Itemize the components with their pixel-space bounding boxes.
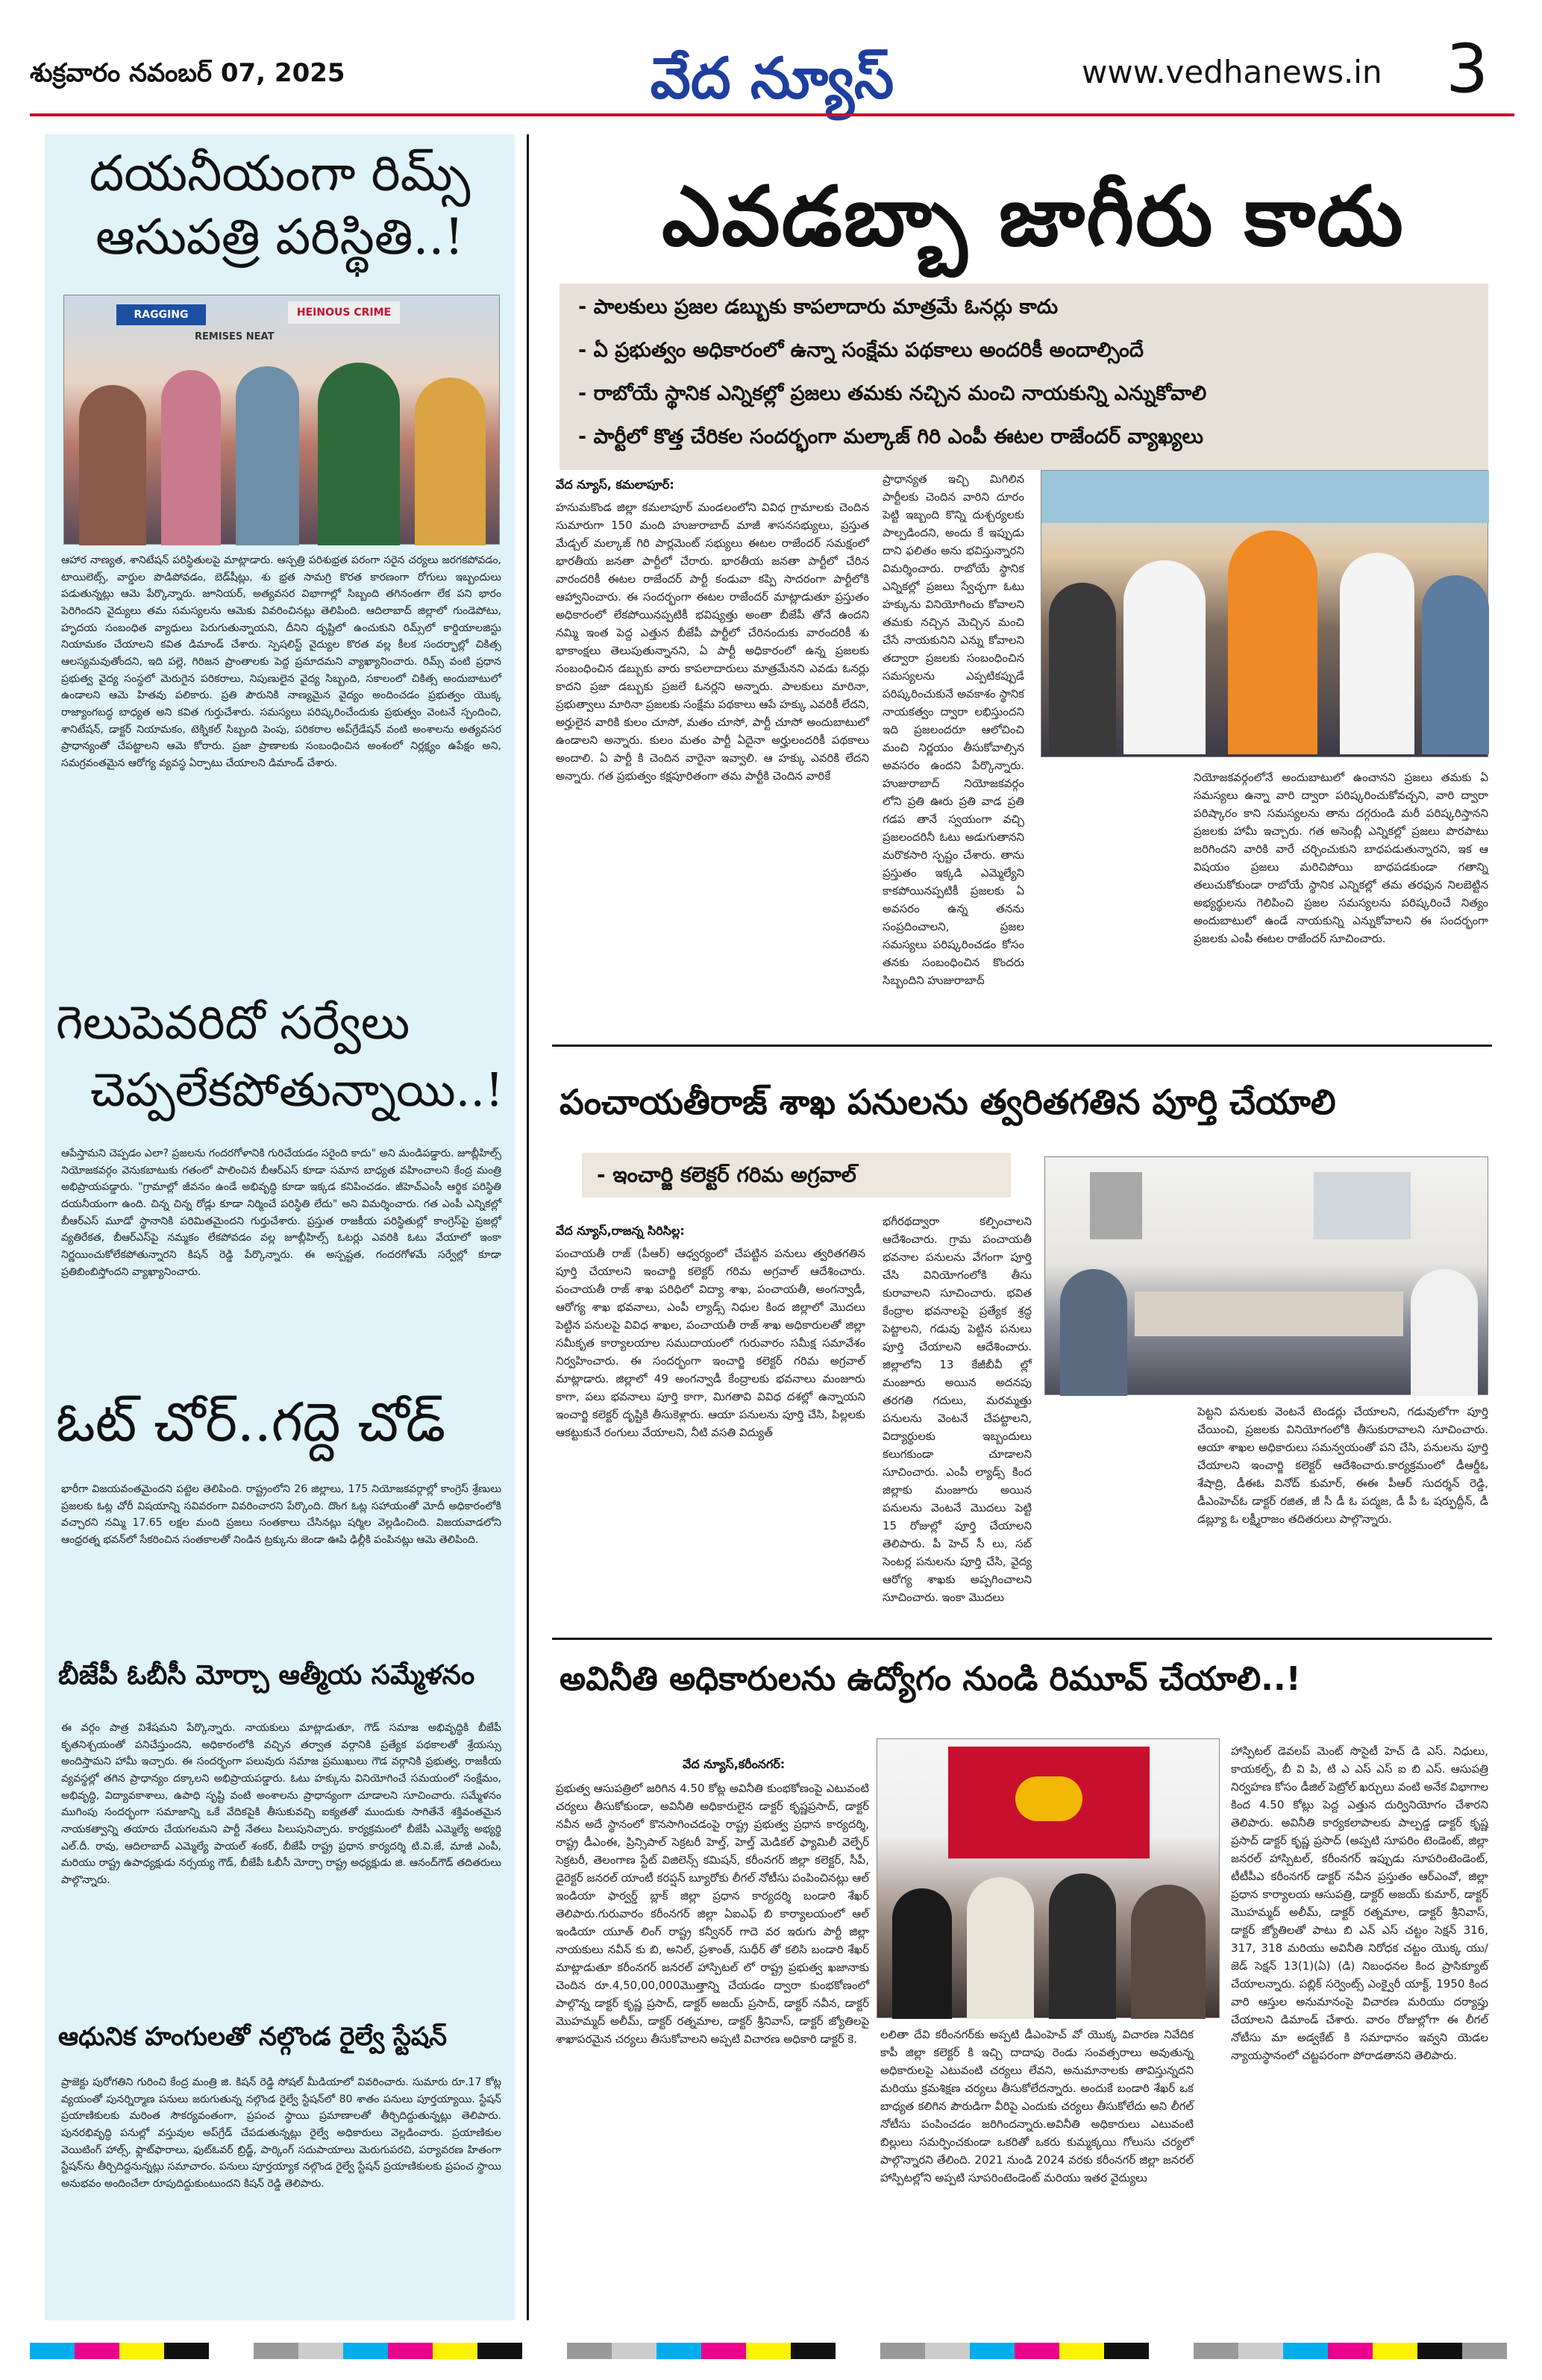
rims-headline-line2: ఆసుపత్రి పరిస్థితి..!: [95, 208, 464, 266]
lead-column-2-continued: [883, 761, 1181, 1030]
panchayat-column-1: పంచాయతీ రాజ్ (పీఆర్) ఆధ్వర్యంలో చేపట్టిన పనులు త్వరితగతిన పూర్తి చేయాలని ఇంచార్జి కలెక్టర్ గరిమ అగ్రవాల్ ఆదేశించారు. పంచాయతీ రాజ్ శాఖ పరిధిలో విద్యా శాఖ, పంచాయతీ, అంగన్వాడీ, ఆరోగ్య శాఖ భవనాలు, ఎంపీ ల్యాడ్స్ నిధుల కింద జిల్లాలో మొదలు పెట్టిన పనులపై వివిధ శాఖల, పంచాయతీ రాజ్ శాఖ అధికారులతో జిల్లా సమీకృత కార్యాలయాల సముదాయంలో గురువారం సమీక్ష సమావేశం నిర్వహించారు. ఈ సందర్భంగా ఇంచార్జి కలెక్టర్ గరిమ అగ్రవాల్ మాట్లాడారు. జిల్లాలో 49 అంగన్వాడీ కేంద్రాలకు భవనాలు మంజూరు కాగా, పలు భవనాలు పూర్తి కాగా, మిగతావి వివిధ దశల్లో ఉన్నాయని ఇంచార్జి కలెక్టర్ దృష్టికి తీసుకెళ్లారు. ఆయా పనులను పూర్తి చేసి, పిల్లలకు ఆకట్టుకునే రంగులు వేయాలని, నీటి వసతి విద్యుత్: [556, 1247, 865, 1439]
surveys-headline-line1: గెలుపెవరిదో సర్వేలు: [56, 995, 410, 1050]
newspaper-logo: వేద న్యూస్: [650, 45, 894, 111]
person-shape: [1049, 583, 1116, 754]
lead-column-2: ప్రాధాన్యత ఇచ్చి మిగిలిన పార్టీలకు చెందిన వారిని దూరం పెట్టి ఇబ్బంది కొన్ని దుశ్చర్యలకు పాల్పడిందని, అందు కే ఇప్పుడు దాని ఫలితం అను భవిస్తున్నారని విమర్శించారు. రాబోయే స్థానిక ఎన్నికల్లో ప్రజలు స్వేచ్ఛగా ఓటు హక్కును వినియోగించు కోవాలని తమకు నచ్చిన మెచ్చిన మంచి చేసే నాయకునిని ఎన్ను కోవాలని తద్వారా ప్రజలకు సంబంధించిన సమస్యలను ఎప్పటికప్పుడే పరిష్కరించుకునే అవకాశం స్థానిక నాయకత్వం ద్వారా లభిస్తుందని ఇది ప్రజలందరూ ఆలోచించి మంచి నిర్ణయం తీసుకోవాల్సిన అవసరం ఉందని పేర్కొన్నారు. హుజురాబాద్ నియోజకవర్గం లోని ప్రతి ఊరు ప్రతి వాడ ప్రతి గడప తానే స్వయంగా వచ్చి ప్రజలందరినీ ఓటు అడుగుతానని మరొకసారి స్పష్టం చేశారు. తాను ప్రస్తుతం ఇక్కడి ఎమ్మెల్యేని కాకపోయినప్పటికీ ప్రజలకు ఏ అవసరం ఉన్న తనను సంప్రదించాలని, ప్రజల సమస్యలు పరిష్కరించడం కోసం తనకు సంబంధించిన కొందరు సిబ్బందిని హుజురాబాద్: [883, 472, 1024, 987]
panchayat-column-3: పెట్టని పనులకు వెంటనే టెండర్లు చేయాలని, గడువులోగా పూర్తి చేయించి, ప్రజలకు వినియోగంలోకి తీసుకురావాలని సూచించారు. ఆయా శాఖల అధికారులు సమన్వయంతో పని చేసి, పనులను పూర్తి చేయాలని ఇంచార్జి కలెక్టర్ ఆదేశించారు.కార్యక్రమంలో డీఆర్డీఓ శేషాద్రి, డీఈఓ వినోద్ కుమార్, ఈఈ పీఆర్ సుదర్శన్ రెడ్డి, డీఎంహెచ్ఓ డాక్టర్ రజిత, జీ సీ డీ ఓ పద్మజ, డీ పీ ఓ షర్ఫుద్దీన్, డీ డబ్ల్యూ ఓ లక్ష్మీరాజం తదితరులు పాల్గొన్నారు.: [1197, 1405, 1488, 1526]
corruption-headline: అవినీతి అధికారులను ఉద్యోగం నుండి రిమూవ్ చేయాలి..!: [560, 1660, 1301, 1698]
premises-wall-text: REMISES NEAT: [195, 331, 275, 342]
person-shape: [318, 363, 400, 545]
lead-photo: [1041, 470, 1488, 757]
column-separator: [527, 134, 529, 2320]
rims-body: ఆహార నాణ్యత, శానిటేషన్ పరిస్థితులపై మాట్లాడారు. ఆస్పత్రి పరిశుభ్రత పరంగా సరైన చర్యలు జరగకపోవడం, టాయిలెట్స్, వార్డుల పొడిపోవడం, బెడ్‌షీట్లు, శు భ్రత సామగ్రి కొరత కారణంగా రోగులు ఇబ్బందులు పడుతున్నట్లు ఆమె పేర్కొన్నారు. జూనియర్, అత్యవసర విభాగాల్లో సిబ్బంది తగినంతగా లేక పని భారం పెరిగిందని వైద్యులు తమ సమస్యలను ఆమెకు వివరించినట్లు తెలిపింది. ఆదిలాబాద్ జిల్లాలో గుండెపోటు, హృదయ సంబంధిత వ్యాధులు పెరుగుతున్నాయని, దీనిని దృష్టిలో ఉంచుకుని రిమ్స్‌లో కార్డియాలజిస్టు నియామకం చేయాలని కవిత డిమాండ్ చేశారు. స్పెషలిస్ట్ వైద్యుల కొరత వల్ల కీలక సందర్భాల్లో చికిత్స ఆలస్యమవుతోందని, ఇది పల్లె, గిరిజన ప్రాంతాలకు పెద్ద ప్రమాదమని వ్యాఖ్యానించారు. రిమ్స్ వంటి ప్రధాన ప్రభుత్వ వైద్య సంస్థలో మెరుగైన పరికరాలు, నిపుణులైన వైద్య సిబ్బంది, సకాలంలో చికిత్స అందుబాటులో ఉండాలని ఆమె హితవు పలికారు. ప్రతి పౌరునికి నాణ్యమైన వైద్యం అందించడం ప్రభుత్వం యొక్క రాజ్యాంగబద్ధ బాధ్యత అని కవిత గుర్తుచేశారు. సమస్యలు పరిష్కరించేందుకు ప్రభుత్వం వెంటనే స్పందించి, శానిటేషన్, డాక్టర్ నియామకం, టెక్నికల్ సిబ్బంది పెంపు, పరికరాల అప్‌గ్రేడేషన్ వంటి అంశాలను అత్యవసర ప్రాధాన్యంతో చేపట్టాలని ఆమె కోరారు. ప్రజా ప్రాణాలకు సంబంధించిన అంశంలో నిర్లక్ష్యం ఉపేక్షం అని, సమగ్రవంతమైన ఆరోగ్య వ్యవస్థ ఏర్పాటు చేయాలని డిమాండ్ చేశారు.: [61, 554, 501, 770]
railway-headline: ఆధునిక హంగులతో నల్గొండ రైల్వే స్టేషన్: [58, 2022, 447, 2052]
panchayat-column-2: భగీరథద్వారా కల్పించాలని ఆదేశించారు. గ్రామ పంచాయతీ భవనాల పనులను వేగంగా పూర్తి చేసి వినియోగంలోకి తీసు కురావాలని సూచించారు. భవిత కేంద్రాల భవనాలపై ప్రత్యేక శ్రద్ధ పెట్టాలని, గడువు పెట్టిన పనులు పూర్తి చేయాలని ఆదేశించారు. జిల్లాలోని 13 కేజీబీవీ ల్లో మంజూరు అయిన అదనపు తరగతి గదులు, మరమ్మత్తు పనులను వెంటనే చేపట్టాలని, విద్యార్థులకు ఇబ్బందులు కలుగకుండా చూడాలని సూచించారు. ఎంపీ ల్యాడ్స్ కింద జిల్లాకు మంజూరు అయిన పనులను వెంటనే మొదలు పెట్టి 15 రోజుల్లో పూర్తి చేయాలని తెలిపారు. పీ హెచ్ సీ లు, సబ్ సెంటర్ల పనులను పూర్తి చేసి, వైద్య ఆరోగ్య శాఖకు అప్పగించాలని సూచించారు. ఇంకా మొదలు: [883, 1215, 1032, 1604]
wall-frame-shape: [1090, 1172, 1142, 1239]
lead-bullet-2: - ఏ ప్రభుత్వం అధికారంలో ఉన్నా సంక్షేమ పథకాలు అందరికీ అందాల్సిందే: [578, 339, 1144, 362]
panchayat-photo: [1044, 1156, 1488, 1395]
person-shape: [1049, 1873, 1116, 2019]
color-registration-strip: [30, 2343, 1514, 2359]
surveys-headline-line2: చెప్పలేకపోతున్నాయి..!: [90, 1062, 504, 1117]
bjp-obc-body: ఈ వర్గం పాత్ర విశేషమని పేర్కొన్నారు. నాయకులు మాట్లాడుతూ, గౌడ్ సమాజ అభివృద్ధికి బీజేపీ కృతనిశ్చయంతో పనిచేస్తుందని, అధికారంలోకి వచ్చిన తర్వాత వర్గానికి ప్రత్యేక పథకాలతో శ్రేయస్సు అందిస్తామని హామీ ఇచ్చారు. ఈ సందర్భంగా పలువురు సమాజ ప్రముఖులు గౌడ వర్గానికి ప్రభుత్వ, రాజకీయ వ్యవస్థల్లో తగిన ప్రాధాన్యం దక్కాలని అభిప్రాయపడ్డారు. ఓటు హక్కును వినియోగించే సమయంలో సంక్షేమం, అభివృద్ధి, విద్యావకాశాలు, ఉపాధి సృష్టి వంటి అంశాలను ప్రాధాన్యంగా చూడాలని సూచించారు. సమ్మేళనం ముగింపు సందర్భంగా సమాజాన్ని ఒకే వేదికపైకి తీసుకువచ్చి ఐక్యతతో ముందుకు సాగితేనే శక్తివంతమైన నాయకత్వాన్ని తయారు చేయగలమని పార్టీ నేతలు పిలుపునిచ్చారు. కార్యక్రమంలో బీజేపీ ఎమ్మెల్యే అభ్యర్థి ఎల్.దీ. రావు, ఆదిలాబాద్ ఎమ్మెల్యే పాయల్ శంకర్, బీజేపీ రాష్ట్ర ప్రధాన కార్యదర్శి టి.వి.జే, మాజీ ఎంపీ, మరియు రాష్ట్ర ఉపాధ్యక్షుడు నర్సయ్య గౌడ్, బీజేపీ ఓబీసీ మోర్చా రాష్ట్ర అధ్యక్షుడు జి. ఆనంద్‌గౌడ్ తదితరులు పాల్గొన్నారు.: [61, 1722, 501, 1887]
rims-headline-line1: దయనీయంగా రిమ్స్: [89, 145, 471, 202]
person-shape: [415, 378, 486, 545]
section-rule: [552, 1045, 1492, 1047]
corruption-column-2: లలితా దేవి కరీంనగర్‌కు అప్పటి డీఎంహెచ్ వో యొక్క విచారణ నివేదిక కాపీ జిల్లా కలెక్టర్ కి ఇచ్చి దాదాపు రెండు సంవత్సరాలు అవుతున్న అధికారులపై ఎటువంటి చర్యలు లేవని, అనుమానాలకు తావిస్తున్నదని మరియు క్రమశిక్షణ చర్యలు తీసుకోలేదన్నారు. అందుకే బండారి శేఖర్ ఒక బాధ్యత కలిగిన పౌరుడిగా వీరిపై ఎందుకు చర్యలు తీసుకోలేదు అని లీగల్ నోటీసు పంపించడం జరిగిందన్నారు.అవినీతి అధికారులు ఎటువంటి బిల్లులు సమర్పించకుండా ఒకరితో ఒకరు కుమ్మక్కయి గోలుసు చర్యలో పాల్గొన్నారని తేలింది. 2021 నుండి 2024 వరకు కరీంనగర్ జిల్లా జనరల్ హాస్పిటల్లోని అప్పటి సూపరింటెండెంట్ మరియు ఇతర వైద్యులు: [880, 2028, 1194, 2185]
vote-chor-headline: ఓట్ చోర్..గద్దె చోడ్: [56, 1391, 446, 1453]
lead-dateline: వేద న్యూస్, కమలాపూర్:: [556, 477, 674, 492]
lead-headline: ఎవడబ్బా జాగీరు కాదు: [662, 168, 1405, 264]
person-shape: [1131, 1885, 1206, 2019]
panchayat-column-2-continued: [883, 1399, 1181, 1630]
person-shape: [1060, 1269, 1127, 1396]
tent-roof-shape: [1041, 471, 1489, 523]
lead-column-1: హనుమకొండ జిల్లా కమలాపూర్ మండలంలోని వివిధ గ్రామాలకు చెందిన సుమారుగా 150 మంది హుజురాబాద్ మాజీ శాసనసభ్యులు, ప్రస్తుత మేడ్చల్ మల్కాజ్ గిరి పార్లమెంట్ సభ్యులు ఈటల రాజేందర్ సమక్షంలో భారతీయ జనతా పార్టీలో చేరారు. భారతీయ జనతా పార్టీలో చేరిన వారందరికీ ఈటల రాజేందర్ పార్టీ కండువా కప్పి సాదరంగా పార్టీలోకి ఆహ్వానించారు. ఈ సందర్భంగా ఈటల రాజేందర్ మాట్లాడుతూ ప్రస్తుతం అధికారంలో లేకపోయినప్పటికీ భవిష్యత్తు అంతా బీజేపీ తోనే ఉందని నమ్మి ఇంత పెద్ద ఎత్తున బీజేపీ పార్టీలో చేరినందుకు వారందరికీ శు భాకాంక్షలు తెలుపుతున్నానని, ఏ పార్టీ అధికారంలో ఉన్న ప్రజలకు సంబంధించిన డబ్బుకు వారు కాపలాదారులు మాత్రమేనని ఎవడు ఓనర్లు కాదని ప్రజా డబ్బుకు ప్రజలే ఓనర్లని అన్నారు. పాలకులు మారినా, ప్రభుత్వాలు మారినా ప్రజలకు సంక్షేమ పథకాలు ఆపే హక్కు ఎవరికీ లేదని, అర్హులైన వారికి కులం చూసో, మతం చూసో, పార్టీ చూసో అందుబాటులో ఉండాలని అన్నారు. కులం మతం పార్టీ ఏదైనా అర్హులందరికీ పథకాలు అందాలి. ఏ పార్టీ కి చెందిన వారైనా ఇవ్వాలి. ఆ హక్కు ఎవరికి లేదని అన్నారు. గత ప్రభుత్వం కక్షపూరితంగా తమ పార్టీకి చెందిన వారికే: [556, 501, 869, 783]
person-shape: [1123, 560, 1206, 754]
lead-column-3: నియోజకవర్గంలోనే అందుబాటులో ఉంచానని ప్రజలు తమకు ఏ సమస్యలు ఉన్నా వారి ద్వారా పరిష్కరించుకోవచ్చని, వారి ద్వారా పరిష్కారం కాని సమస్యలను తాను దగ్గరుండి మరీ పరిష్కరిస్తానని ప్రజలకు హామీ ఇచ్చారు. గత అసెంబ్లీ ఎన్నికల్లో ప్రజలు పొరపాటు జరిగిందని వారికి వారే చర్చించుకుని బాధపడుతున్నారని, ఇక ఆ విషయం ప్రజలు మరిచిపోయి బాధపడకుండా గతాన్ని తలుచుకోకుండా రాబోయే స్థానిక ఎన్నికల్లో తమ తరఫున నిలబెట్టిన అభ్యర్థులను గెలిపించి ప్రజల సమస్యలను పరిష్కరించే నిత్యం అందుబాటులో ఉండే నాయకున్ని ఎన్నుకోవాలని ఈ సందర్భంగా ప్రజలకు ఎంపీ ఈటల రాజేందర్ సూచించారు.: [1194, 771, 1488, 945]
corruption-column-3: హాస్పిటల్ డెవలప్ మెంట్ సొసైటీ హెచ్ డి ఎస్. నిధులు, కాయకల్ప్, బీ వి పి, టి ఎ ఎస్ ఎస్ ఐ బి ఎస్. ఆసుపత్రి నిర్వహణ కోసం డీజిల్ పెట్రోల్ ఖర్చులు వంటి అనేక విభాగాల కింద 4.50 కోట్లు పెద్ద ఎత్తున దుర్వినియోగం చేశారని తెలిపారు. అవినీతి కార్యకలాపాలకు పాల్పడ్డ డాక్టర్ కృష్ణ ప్రసాద్ డాక్టర్ కృష్ణ ప్రసాద్ (అప్పటి సూపరిం టెండెంట్, జిల్లా జనరల్ హాస్పిటల్, కరీంనగర్ ఇప్పుడు సూపరింటెండెంట్, టీటీపీఎ కరీంనగర్ డాక్టర్ నవీన ప్రస్తుతం ఆర్ఎంవో, జిల్లా ప్రధాన కార్యాలయ ఆసుపత్రి, డాక్టర్ అజయ్ కుమార్, డాక్టర్ మొహమ్మద్ అలీమ్, డాక్టర్ రత్నమాల, డాక్టర్ శ్రీనివాస్, డాక్టర్ జ్యోతిలతో పాటు బి ఎన్ ఎస్ చట్టం సెక్షన్ 316, 317, 318 మరియు అవినీతి నిరోధక చట్టం యొక్క యు/జెడ్ సెక్షన్ 13(1)(ఏ) (డి) నిబంధనల కింద ప్రాసిక్యూట్ చేయాలన్నారు. పబ్లిక్ సర్వెంట్స్ ఎంక్వైరీ యాక్ట్, 1950 కింద వారి ఆస్తుల అనుమానంపై విచారణ మరియు దర్యాప్తు చేయాలని డిమాండ్ చేశారు. వారం రోజుల్లోగా ఈ లీగల్ నోటీసు మా అడ్వకేట్ కి సమాధానం ఇవ్వని యెడల న్యాయస్థానంలో చట్టపరంగా పోరాడతానని తెలిపారు.: [1231, 1744, 1488, 2062]
person-shape: [1422, 575, 1489, 754]
bjp-obc-headline: బీజేపీ ఓబీసీ మోర్చా ఆత్మీయ సమ్మేళనం: [58, 1660, 475, 1691]
section-rule: [552, 1638, 1492, 1640]
panchayat-subhead: - ఇంచార్జి కలెక్టర్ గరిమ అగ్రవాల్: [597, 1162, 856, 1187]
issue-date: శుక్రవారం నవంబర్ 07, 2025: [30, 58, 345, 88]
panchayat-headline: పంచాయతీరాజ్ శాఖ పనులను త్వరితగతిన పూర్తి చేయాలి: [560, 1082, 1336, 1122]
masthead-rule: [30, 113, 1514, 116]
heinous-crime-sign: HEINOUS CRIME: [288, 301, 400, 324]
lead-bullet-3: - రాబోయే స్థానిక ఎన్నికల్లో ప్రజలు తమకు నచ్చిన మంచి నాయకున్ని ఎన్నుకోవాలి: [578, 382, 1207, 405]
person-shape: [161, 370, 221, 545]
page-number: 3: [1446, 30, 1489, 108]
ragging-banner: RAGGING: [116, 304, 206, 325]
person-shape: [79, 385, 146, 545]
railway-body: ప్రాజెక్టు పురోగతిని గురించి కేంద్ర మంత్రి జి. కిషన్ రెడ్డి సోషల్ మీడియాలో వివరించారు. సుమారు రూ.17 కోట్ల వ్యయంతో పునర్నిర్మాణ పనులు జరుగుతున్న నల్గొండ రైల్వే స్టేషన్‌లో 80 శాతం పనులు పూర్తయ్యాయి. స్టేషన్ ప్రయాణికులకు మరింత సౌకర్యవంతంగా, ప్రపంచ స్థాయి ప్రమాణాలతో తీర్చిదిద్దుతున్నట్లు తెలిపారు. పునరభివృద్ధి పనుల్లో వస్తువుల అప్‌గ్రేడ్ చేపడుతున్నట్లు రైల్వే అధికారులు వెల్లడించారు. ప్రయాణికుల వెయిటింగ్ హాల్స్, ఫ్లాట్‌ఫారాలు, ఫుట్‌ఓవర్ బ్రిడ్జ్, పార్కింగ్ సదుపాయాలు మెరుగుపరచి, పర్యావరణ హితంగా స్టేషన్‌ను తీర్చిదిద్దనున్నట్లు సమాచారం. పనులు పూర్తయ్యాక నల్గొండ రైల్వే స్టేషన్ ప్రయాణికులకు ప్రపంచ స్థాయి అనుభవం అందించేలా రూపుదిద్దుకుంటుందని కిషన్ రెడ్డి తెలిపారు.: [61, 2076, 501, 2190]
person-shape: [236, 366, 299, 545]
lead-bullet-1: - పాలకులు ప్రజల డబ్బుకు కాపలాదారు మాత్రమే ఓనర్లు కాదు: [578, 295, 1059, 319]
tiger-emblem-shape: [1015, 1776, 1082, 1821]
person-shape: [1340, 553, 1414, 754]
corruption-dateline: వేద న్యూస్,కరీంనగర్:: [683, 1757, 786, 1771]
wall-map-shape: [1314, 1172, 1411, 1239]
panchayat-dateline: వేద న్యూస్,రాజన్న సిరిసిల్ల:: [556, 1224, 685, 1238]
meeting-table-shape: [1135, 1291, 1403, 1336]
surveys-body: ఆపేస్తామని చెప్పడం ఎలా? ప్రజలను గందరగోళానికి గురిచేయడం సరైంది కాదు" అని మండిపడ్డారు. జూబ్లీహిల్స్ నియోజకవర్గం వెనుకబాటుకు గతంలో పాలించిన బీఆర్ఎస్ కూడా సమాన బాధ్యత వహించాలని కేంద్ర మంత్రి అభిప్రాయపడ్డారు. "గ్రామాల్లో జీవనం ఉండే అభివృద్ధి కూడా ఇక్కడ కనిపించడం. జీహెచ్ఎంసీ ఆర్థిక పరిస్థితి దయనీయంగా ఉంది. చిన్న చిన్న రోడ్లు కూడా నిర్మించే పరిస్థితి లేదు" అని విమర్శించారు. గత ఎంపీ ఎన్నికల్లో బీఆర్ఎస్ మూడో స్థానానికి పరిమితమైందని గుర్తుచేశారు. ప్రస్తుత రాజకీయ పరిస్థితుల్లో కాంగ్రెస్‌పై ప్రజల్లో వ్యతిరేకత, బీఆర్ఎస్‌పై నమ్మకం లేకపోవడం వల్ల జూబ్లీహిల్స్ ఓటర్లు ఎవరికి ఓటు వేయాలో ఇంకా నిర్ణయించుకోలేకపోతున్నారని కిషన్ రెడ్డి పేర్కొన్నారు. ఈ అస్పష్టత, గందరగోళమే సర్వేల్లో కూడా ప్రతిబింబిస్తోందని వ్యాఖ్యానించారు.: [61, 1147, 501, 1278]
red-flag-shape: [948, 1747, 1150, 1858]
vote-chor-body: భారీగా విజయవంతమైందని పట్టెల తెలిపింది. రాష్ట్రంలోని 26 జిల్లాలు, 175 నియోజకవర్గాల్లో కాంగ్రెస్ శ్రేణులు ప్రజలకు ఓట్ల చోరీ విషయాన్ని సవివరంగా వివరించారని పేర్కొంది. దొంగ ఓట్ల సహాయంతో మోదీ అధికారంలోకి వచ్చారని నమ్మి 17.65 లక్షల మంది ప్రజలు సంతకాలు చేసినట్లు షర్మిల వెల్లడించింది. విజయవాడలోని ఆంధ్రరత్న భవన్‌లో సేకరించిన సంతకాలతో నిండిన ట్రక్కును జెండా ఊపి ఢిల్లీకి పంపినట్లు ఆమె తెలిపింది.: [61, 1483, 501, 1547]
rims-photo: [63, 295, 500, 545]
website-url[interactable]: www.vedhanews.in: [1082, 54, 1382, 90]
person-shape: [892, 1888, 952, 2019]
corruption-column-1: ప్రభుత్వ ఆసుపత్రిలో జరిగిన 4.50 కోట్ల అవినీతి కుంభకోణంపై ఎటువంటి చర్యలు తీసుకోకుండా, అవినీతి అధికారులైన డాక్టర్ కృష్ణప్రసాద్, డాక్టర్ నవీన అదే స్థానంలో కొనసాగించడంపై రాష్ట్ర ప్రభుత్వ ప్రధాన కార్యదర్శి, రాష్ట్ర డీఎంఈ, ప్రిన్సిపాల్ సెక్రటరీ హెల్త్, హెల్త్ మెడికల్ ఫ్యామిలీ వెల్ఫేర్ సెక్రటరీ, తెలంగాణ స్టేట్ విజిలెన్స్ కమిషన్, కరీంనగర్ జిల్లా కలెక్టర్, సీపీ, డైరెక్టర్ జనరల్ యాంటీ కరప్షన్ బ్యూరోకు లీగల్ నోటీసు పంపించినట్లు ఆల్ ఇండియా ఫార్వర్డ్ బ్లాక్ జిల్లా ప్రధాన కార్యదర్శి బండారి శేఖర్ తెలిపారు.గురువారం కరీంనగర్ జిల్లా ఏఐఎఫ్ బి కార్యాలయంలో ఆల్ ఇండియా యూత్ లింగ్ రాష్ట్ర కన్వీనర్ గాదె వర ఇరుగు పార్టీ జిల్లా నాయకులు నవీన్ కు బి, అనిల్, ప్రశాంత్, సుధీర్ తో కలిసి బండారి శేఖర్ మాట్లాడుతూ కరీంనగర్ జనరల్ హాస్పిటల్ లో రాష్ట్ర ప్రభుత్వ ఖజానాకు చెందిన రూ.4,50,00,000మొత్తాన్ని చేయడం ద్వారా కుంభకోణంలో పాల్గొన్న డాక్టర్ కృష్ణ ప్రసాద్, డాక్టర్ అజయ్ ప్రసాద్, డాక్టర్ నవీన, డాక్టర్ మొహమ్మద్ అలీమ్, డాక్టర్ రత్నమాల, డాక్టర్ శ్రీనివాస్, డాక్టర్ జ్యోతిలపై శాఖాపరమైన చర్యలు తీసుకోవాలని అప్పటి విచారణ అధికారి డాక్టర్ కె.: [556, 1782, 869, 2046]
person-shape: [1228, 530, 1317, 754]
corruption-photo: [877, 1738, 1220, 2018]
lead-bullet-4: - పార్టీలో కొత్త చేరికల సందర్భంగా మల్కాజ్ గిరి ఎంపీ ఈటల రాజేందర్ వ్యాఖ్యలు: [578, 425, 1204, 448]
person-shape: [967, 1877, 1034, 2019]
person-shape: [1411, 1269, 1478, 1396]
